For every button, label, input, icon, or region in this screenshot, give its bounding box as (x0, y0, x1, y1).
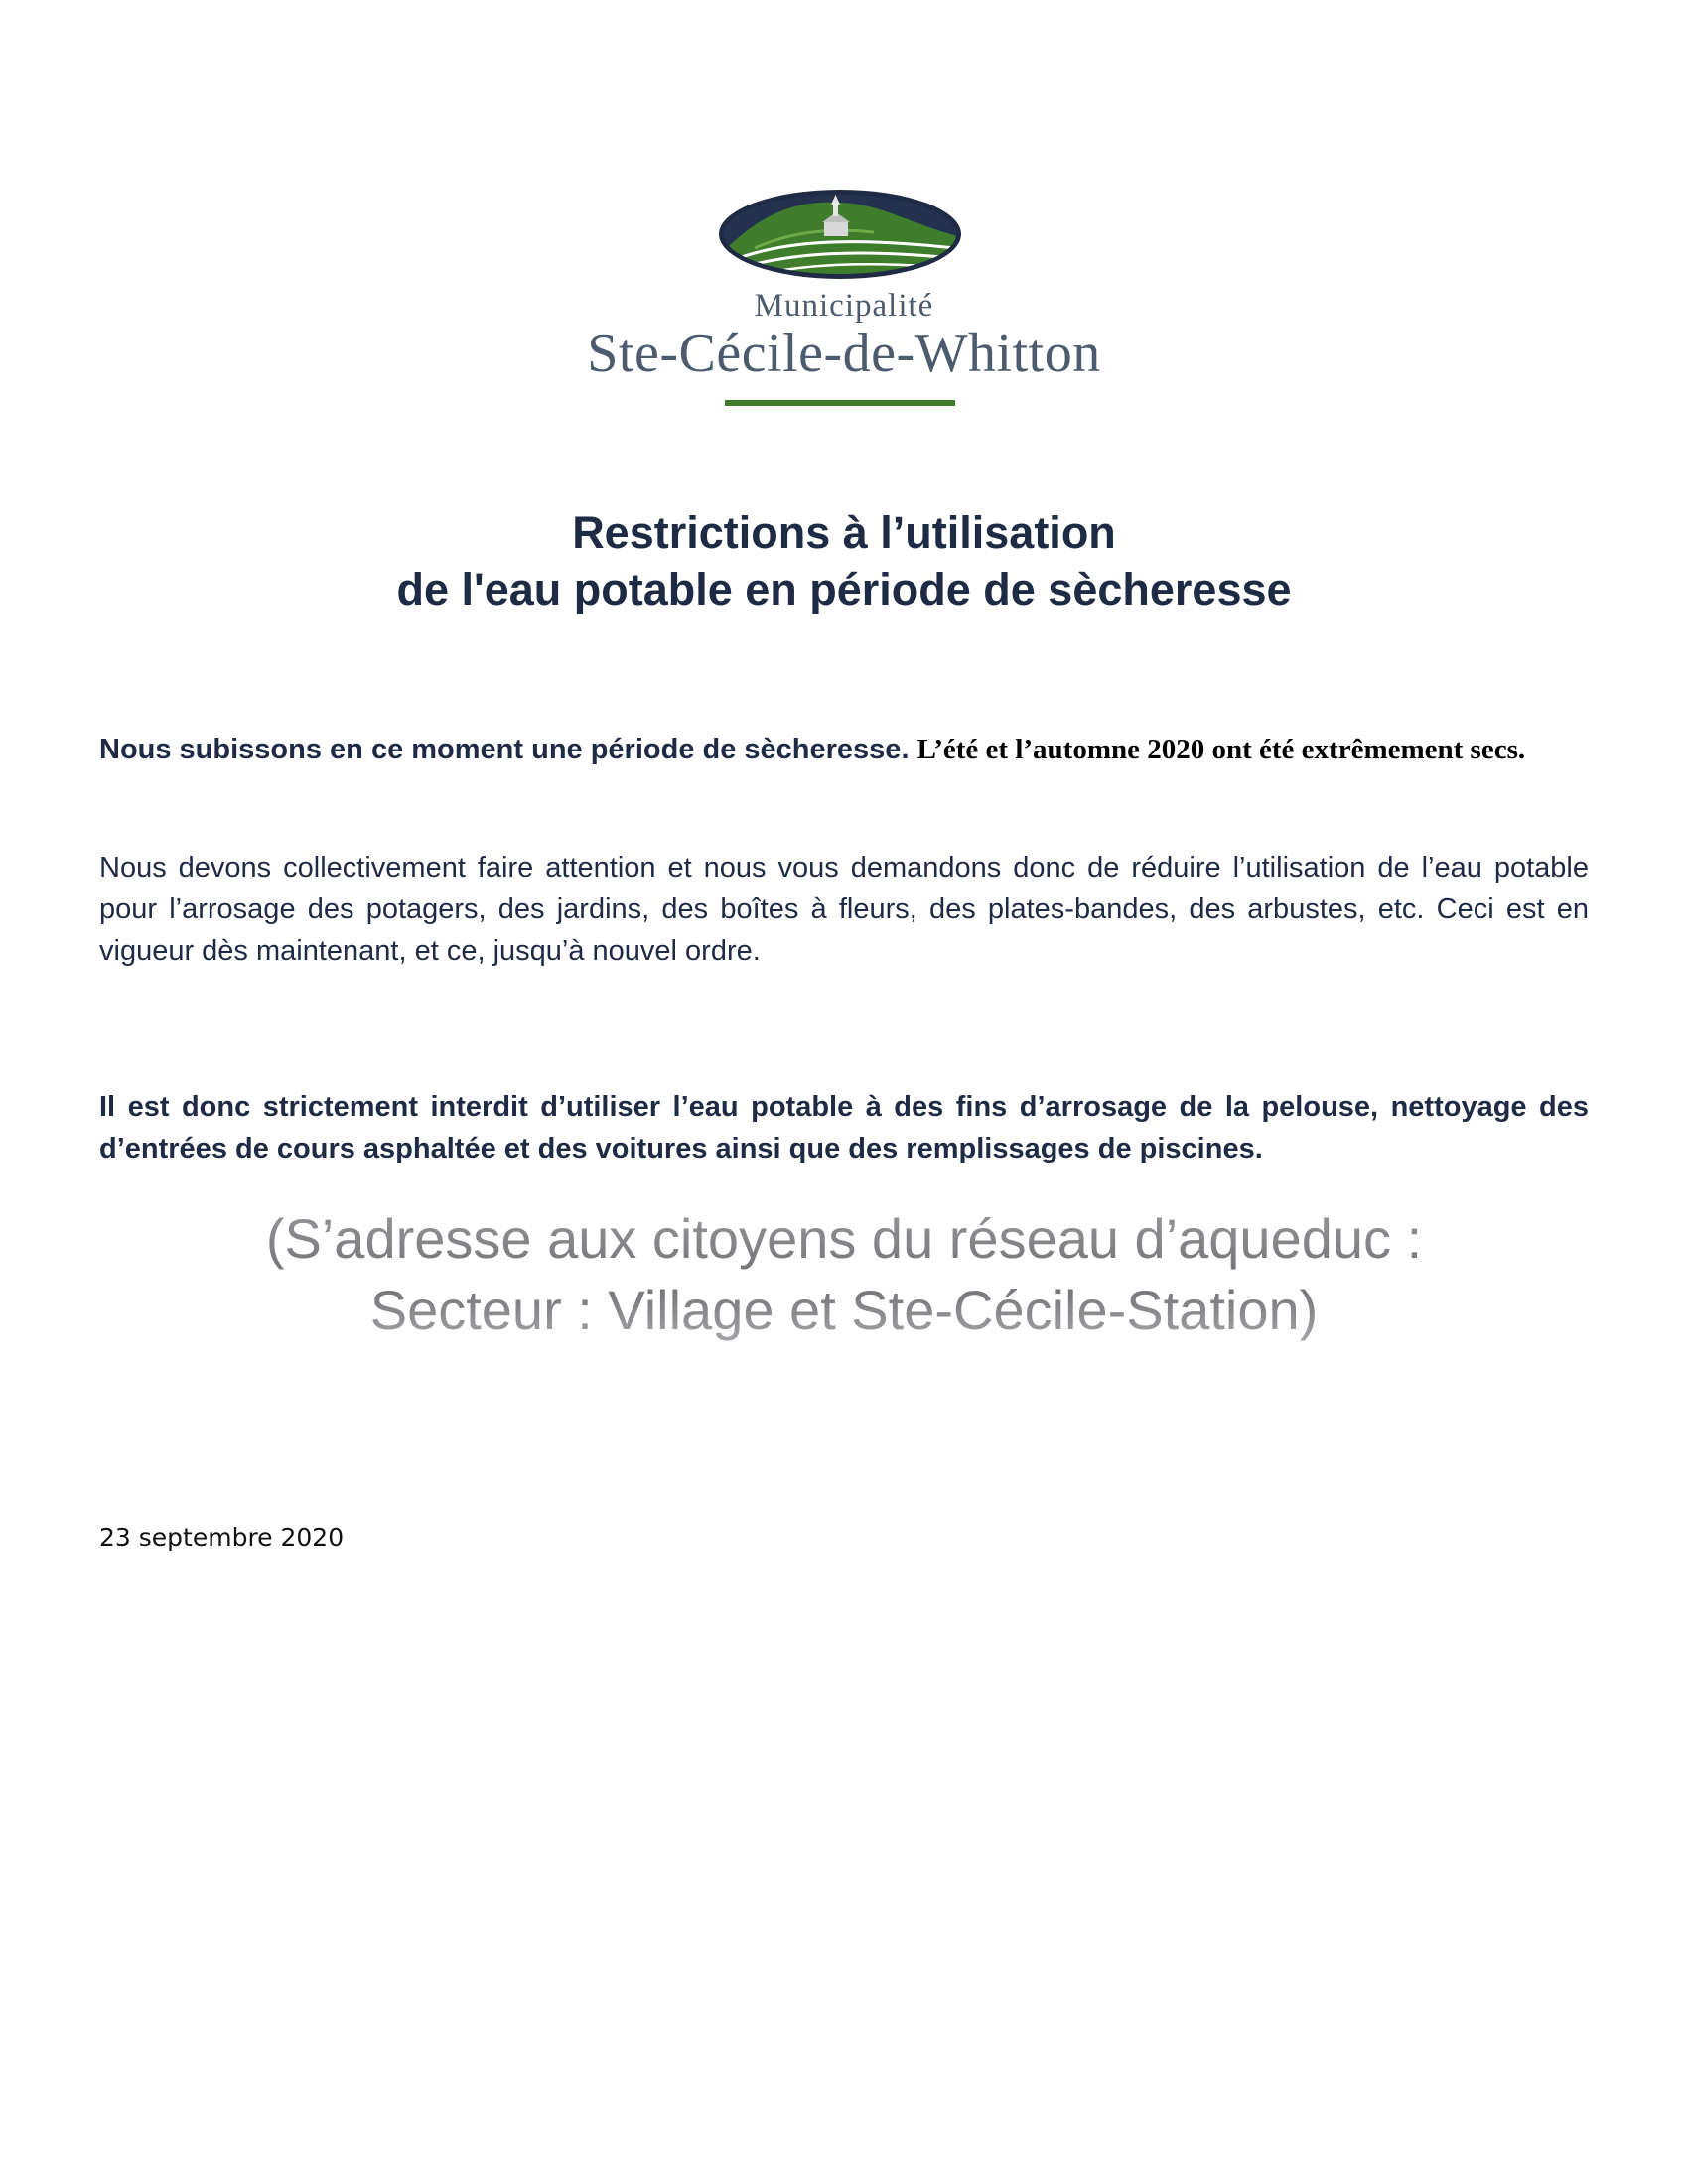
title-line-2: de l'eau potable en période de sècheresse (396, 564, 1292, 614)
request-paragraph: Nous devons collectivement faire attention et nous vous demandons donc de réduire l’utilisation de l’eau potable pour l’arrosage des potagers, des jardins, des boîtes à fleurs, des plates-bandes, des arbustes, etc. Ceci est en vigueur dès maintenant, et ce, jusqu’à nouvel ordre. (99, 852, 1589, 967)
title-line-1: Restrictions à l’utilisation (572, 507, 1116, 558)
document-date: 23 septembre 2020 (99, 1523, 345, 1552)
notice-line-2: Secteur : Village et Ste-Cécile-Station) (369, 1279, 1319, 1341)
notice-line-1: (S’adresse aux citoyens du réseau d’aqueduc : (265, 1207, 1423, 1270)
logo-emblem (556, 189, 1132, 288)
logo-text-name: Ste-Cécile-de-Whitton (587, 323, 1101, 384)
logo-underline (725, 400, 955, 406)
intro-paragraph (99, 729, 1589, 770)
audience-notice (0, 1203, 1688, 1346)
intro-serif-text: L’été et l’automne 2020 ont été extrêmement secs. (916, 734, 1526, 765)
logo-text-municipalite: Municipalité (754, 288, 934, 324)
prohibition-paragraph: Il est donc strictement interdit d’utiliser l’eau potable à des fins d’arrosage de la pelouse, nettoyage des d’entrées de cours asphaltée et des voitures ainsi que des remplissages de piscines. (99, 1091, 1589, 1164)
municipal-logo (556, 189, 1132, 417)
page-title (0, 504, 1688, 617)
intro-sans-text: Nous subissons en ce moment une période de sècheresse. (99, 734, 910, 765)
